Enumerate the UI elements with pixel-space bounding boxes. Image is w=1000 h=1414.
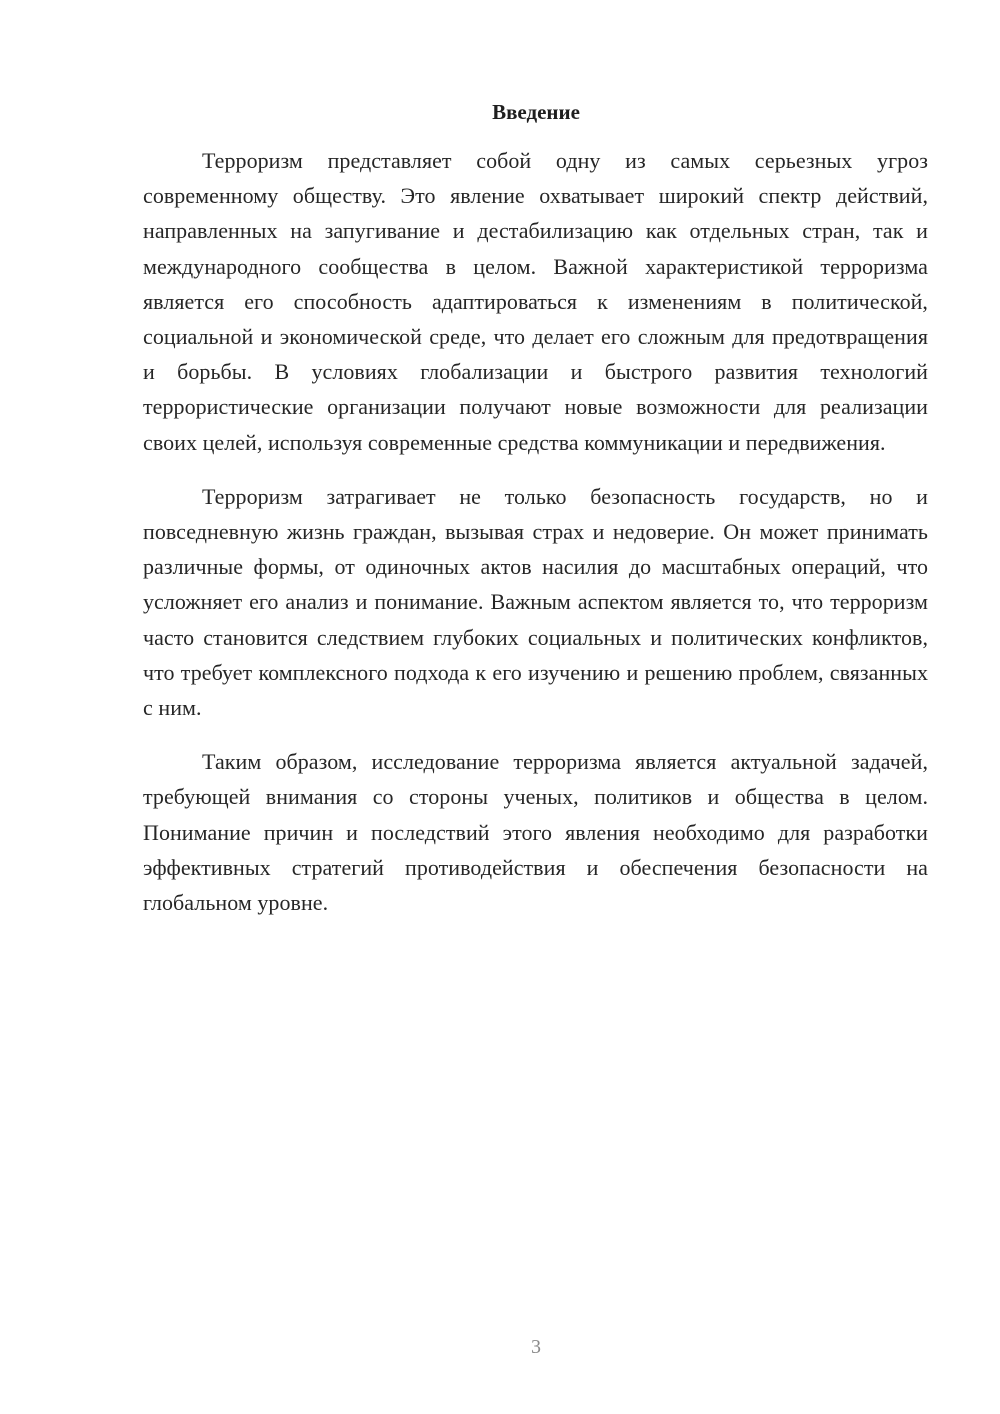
- section-heading: Введение: [492, 100, 580, 124]
- paragraph-1: Терроризм представляет собой одну из самых серьезных угроз современному обществу. Это явление охватывает широкий спектр действий, направленных на запугивание и дестабилизацию как отдельных стран, так и международного сообщества в целом. Важной характеристикой терроризма является его способность адаптироваться к изменениям в политической, социальной и экономической среде, что делает его сложным для предотвращения и борьбы. В условиях глобализации и быстрого развития технологий террористические организации получают новые возможности для реализации своих целей, используя современные средства коммуникации и передвижения.: [143, 148, 928, 455]
- paragraph-2: Терроризм затрагивает не только безопасность государств, но и повседневную жизнь граждан, вызывая страх и недоверие. Он может принимать различные формы, от одиночных актов насилия до масштабных операций, что усложняет его анализ и понимание. Важным аспектом является то, что терроризм часто становится следствием глубоких социальных и политических конфликтов, что требует комплексного подхода к его изучению и решению проблем, связанных с ним.: [143, 483, 928, 721]
- paragraph-3: Таким образом, исследование терроризма является актуальной задачей, требующей внимания со стороны ученых, политиков и общества в целом. Понимание причин и последствий этого явления необходимо для разработки эффективных стратегий противодействия и обеспечения безопасности на глобальном уровне.: [143, 749, 928, 916]
- page-number: 3: [531, 1336, 541, 1358]
- body-text: [143, 143, 928, 939]
